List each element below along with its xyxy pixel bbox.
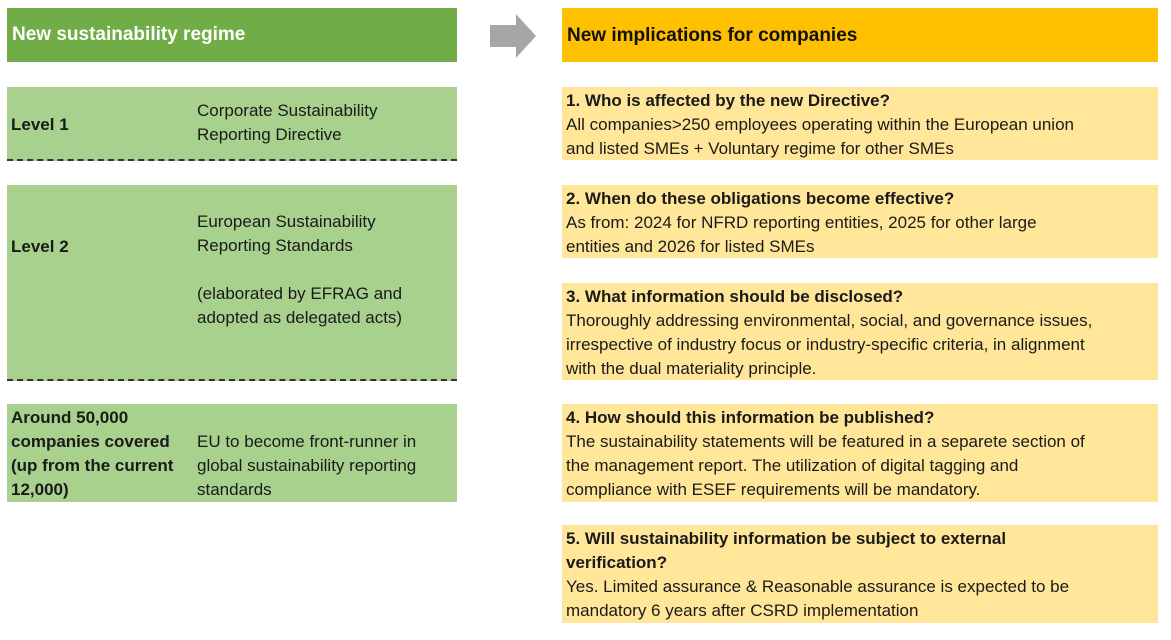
answer-line: with the dual materiality principle. <box>566 359 817 378</box>
implication-4 <box>562 404 1158 502</box>
level-1-text <box>197 99 377 147</box>
coverage-label <box>11 406 173 502</box>
question: 5. Will sustainability information be subject to external <box>566 529 1007 548</box>
level-2-line: Reporting Standards <box>197 236 353 255</box>
answer-line: As from: 2024 for NFRD reporting entities, 2025 for other large <box>566 213 1037 232</box>
implication-2 <box>562 185 1158 258</box>
level-2-note-line: adopted as delegated acts) <box>197 308 403 327</box>
coverage-label-line: companies covered <box>11 432 170 451</box>
level-2-text <box>197 210 402 330</box>
coverage-label-line: (up from the current <box>11 456 174 475</box>
answer-line: entities and 2026 for listed SMEs <box>566 237 815 256</box>
question: 4. How should this information be published? <box>566 408 935 427</box>
question: 1. Who is affected by the new Directive? <box>566 91 891 110</box>
level-2-label: Level 2 <box>11 237 69 256</box>
question: verification? <box>566 553 668 572</box>
answer-line: mandatory 6 years after CSRD implementation <box>566 601 919 620</box>
answer-line: irrespective of industry focus or industry-specific criteria, in alignment <box>566 335 1085 354</box>
coverage-label-line: Around 50,000 <box>11 408 129 427</box>
level-2-line: European Sustainability <box>197 212 376 231</box>
left-header: New sustainability regime <box>7 8 457 62</box>
question: 2. When do these obligations become effective? <box>566 189 955 208</box>
level-1-line: Corporate Sustainability <box>197 101 378 120</box>
coverage-text-line: standards <box>197 480 272 499</box>
level-1-line: Reporting Directive <box>197 125 342 144</box>
answer-line: All companies>250 employees operating within the European union <box>566 115 1074 134</box>
level-1-box <box>7 87 457 161</box>
right-header: New implications for companies <box>562 8 1158 62</box>
level-2-note-line: (elaborated by EFRAG and <box>197 284 403 303</box>
coverage-box <box>7 404 457 502</box>
answer-line: The sustainability statements will be featured in a separete section of <box>566 432 1085 451</box>
level-1-label: Level 1 <box>11 115 69 134</box>
answer-line: the management report. The utilization of digital tagging and <box>566 456 1019 475</box>
level-2-box <box>7 185 457 381</box>
answer-line: and listed SMEs + Voluntary regime for other SMEs <box>566 139 954 158</box>
answer-line: compliance with ESEF requirements will be mandatory. <box>566 480 981 499</box>
coverage-text-line: global sustainability reporting <box>197 456 417 475</box>
right-arrow-icon <box>490 14 536 58</box>
question: 3. What information should be disclosed? <box>566 287 904 306</box>
implication-5 <box>562 525 1158 623</box>
coverage-label-line: 12,000) <box>11 480 69 499</box>
answer-line: Thoroughly addressing environmental, social, and governance issues, <box>566 311 1093 330</box>
coverage-text <box>197 430 416 502</box>
implication-3 <box>562 283 1158 380</box>
coverage-text-line: EU to become front-runner in <box>197 432 417 451</box>
implication-1 <box>562 87 1158 160</box>
answer-line: Yes. Limited assurance & Reasonable assurance is expected to be <box>566 577 1070 596</box>
